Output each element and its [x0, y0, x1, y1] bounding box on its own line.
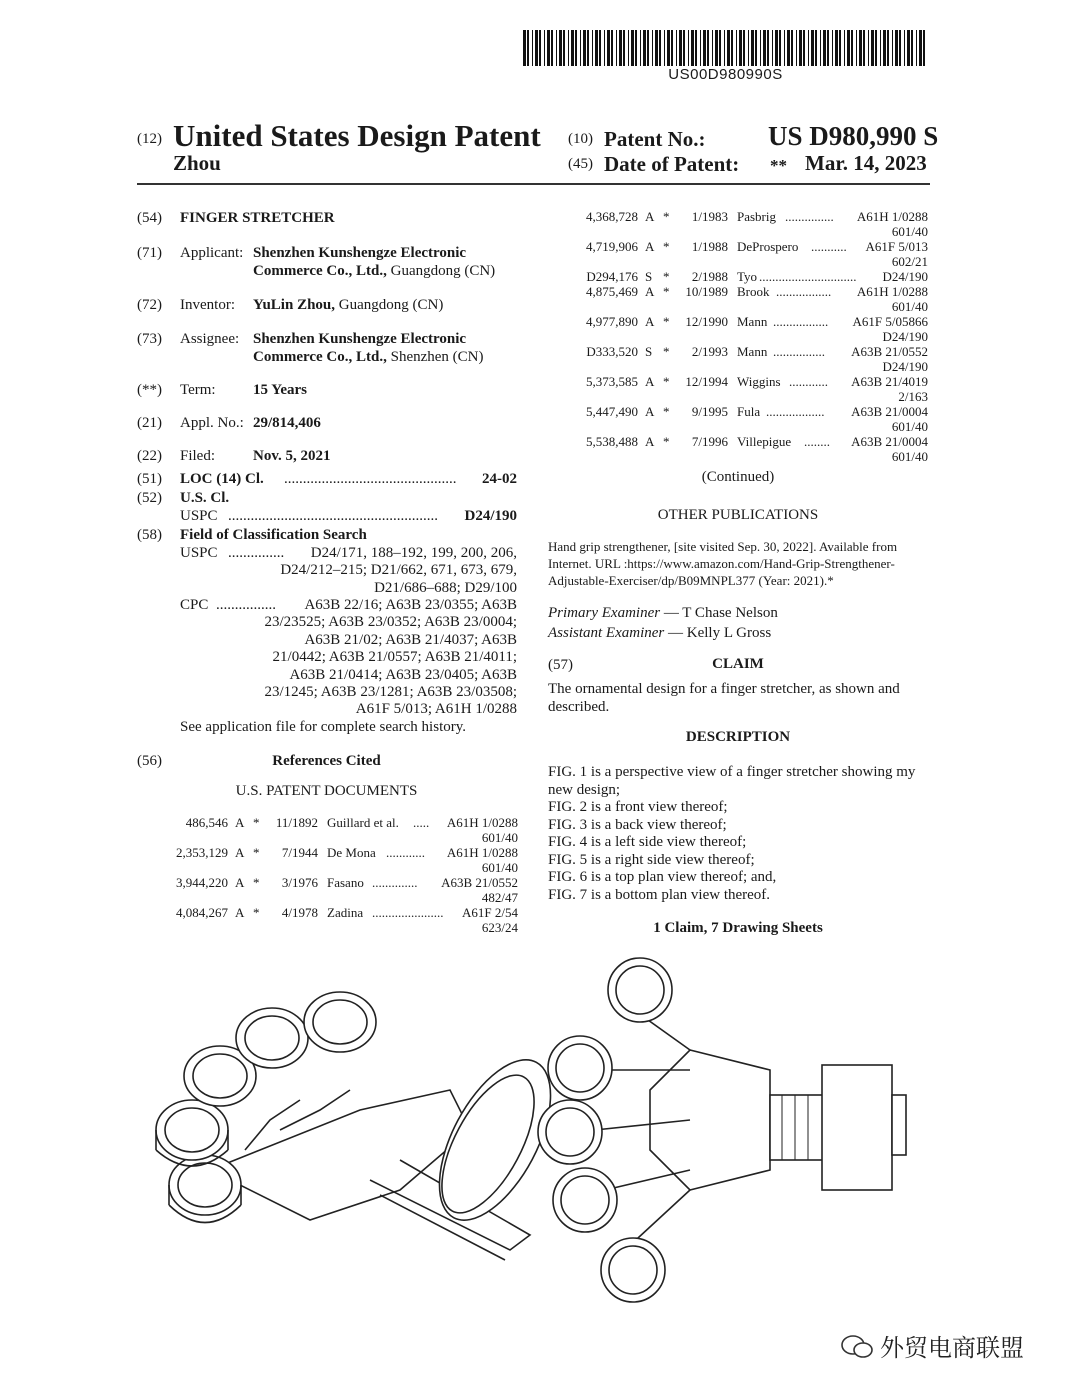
assignee-line2: Commerce Co., Ltd., Shenzhen (CN)	[253, 349, 484, 365]
barcode-bar	[904, 30, 905, 66]
header-rule	[137, 183, 930, 185]
barcode-bar	[719, 30, 721, 66]
field-cpc-line-6: 23/1245; A63B 23/1281; A63B 23/03508;	[264, 684, 517, 700]
field-cpc-line-1: A63B 22/16; A63B 23/0355; A63B	[304, 597, 517, 613]
uspc-value: D24/190	[464, 508, 517, 524]
barcode-bar	[871, 30, 874, 66]
code-54: (54)	[137, 210, 162, 226]
watermark	[840, 1328, 1024, 1363]
barcode-bar	[592, 30, 593, 66]
barcode-bar	[647, 30, 649, 66]
other-publications-text	[548, 538, 897, 589]
barcode-bar	[563, 30, 565, 66]
other-publications-title: OTHER PUBLICATIONS	[657, 507, 819, 523]
barcode-bar	[736, 30, 737, 66]
barcode-bar	[616, 30, 617, 66]
other-pub-line: Hand grip strengthener, [site visited Sep. 30, 2022]. Available from	[548, 539, 898, 554]
barcode-bar	[667, 30, 670, 66]
field-cpc-dots: ................	[216, 597, 276, 613]
barcode-bar	[863, 30, 865, 66]
barcode-bar	[703, 30, 706, 66]
appl-no-value: 29/814,406	[253, 415, 321, 431]
barcode-bar	[532, 30, 533, 66]
field-uspc-line-1: D24/171, 188–192, 199, 200, 206,	[310, 545, 517, 561]
barcode-bar	[559, 30, 562, 66]
barcode-bar	[844, 30, 845, 66]
wechat-icon	[840, 1334, 874, 1360]
barcode-bar	[799, 30, 802, 66]
claim-title: CLAIM	[712, 656, 764, 672]
barcode-bar	[535, 30, 538, 66]
barcode-bar	[760, 30, 761, 66]
desc-line: FIG. 6 is a top plan view thereof; and,	[548, 869, 777, 885]
barcode-bar	[784, 30, 785, 66]
desc-line: new design;	[548, 781, 621, 798]
description-title: DESCRIPTION	[685, 729, 791, 745]
barcode-bar	[827, 30, 829, 66]
barcode-bar	[556, 30, 557, 66]
desc-line: FIG. 3 is a back view thereof;	[548, 816, 727, 833]
barcode-bar	[691, 30, 694, 66]
inventor-label: Inventor:	[180, 297, 235, 313]
barcode-bar	[739, 30, 742, 66]
field-cpc-label: CPC	[180, 597, 209, 613]
barcode-bar	[679, 30, 682, 66]
barcode-bar	[640, 30, 641, 66]
term-label: Term:	[180, 382, 216, 398]
barcode-bar	[580, 30, 581, 66]
patent-type-title: United States Design Patent	[173, 118, 541, 153]
code-term: (**)	[137, 382, 162, 398]
barcode-bar	[623, 30, 625, 66]
watermark-text: 外贸电商联盟	[880, 1334, 1024, 1362]
barcode-bar	[539, 30, 541, 66]
code-72: (72)	[137, 297, 162, 313]
barcode-bar	[919, 30, 922, 66]
applicant-line2: Commerce Co., Ltd., Guangdong (CN)	[253, 263, 496, 279]
code-58: (58)	[137, 527, 162, 543]
field-cpc-line-4: 21/0442; A63B 21/0557; A63B 21/4011;	[272, 649, 517, 665]
barcode-bar	[763, 30, 766, 66]
date-label: Date of Patent:	[604, 152, 740, 176]
description-text	[548, 764, 915, 904]
right-references	[570, 209, 928, 464]
barcode-bar	[856, 30, 857, 66]
barcode-bar	[808, 30, 809, 66]
us-cl-label: U.S. Cl.	[180, 490, 230, 506]
claim-text	[548, 681, 900, 716]
primary-examiner: Primary Examiner — T Chase Nelson	[548, 605, 778, 621]
barcode-bar	[544, 30, 545, 66]
top-plan-view-drawing	[538, 958, 906, 1302]
barcode-bar	[671, 30, 673, 66]
barcode-bar	[883, 30, 886, 66]
barcode-bar	[895, 30, 898, 66]
code-73: (73)	[137, 331, 162, 347]
barcode-bar	[568, 30, 569, 66]
barcode-bar	[676, 30, 677, 66]
reference-row: 4,084,267 A * 4/1978 Zadina ...................... A61F 2/54 623/24	[176, 905, 518, 935]
barcode-bar	[892, 30, 893, 66]
barcode-bar	[820, 30, 821, 66]
barcode-number: US00D980990S	[668, 66, 783, 83]
barcode-bar	[683, 30, 685, 66]
barcode-bar	[803, 30, 805, 66]
barcode-bar	[604, 30, 605, 66]
barcode-bar	[839, 30, 841, 66]
barcode-bar	[755, 30, 757, 66]
barcode-bar	[712, 30, 713, 66]
barcode-bar	[787, 30, 790, 66]
field-cpc-line-7: A61F 5/013; A61H 1/0288	[355, 701, 517, 717]
desc-line: FIG. 7 is a bottom plan view thereof.	[548, 886, 771, 903]
patent-date: Mar. 14, 2023	[805, 151, 927, 175]
desc-line: FIG. 4 is a left side view thereof;	[548, 834, 747, 850]
reference-row: D294,176 S * 2/1988 Tyo .............................. D24/190	[586, 269, 928, 284]
barcode-bar	[587, 30, 589, 66]
loc-value: 24-02	[482, 471, 517, 487]
barcode-bar	[868, 30, 869, 66]
barcode-bar	[823, 30, 826, 66]
barcode-bar	[727, 30, 730, 66]
us-patent-docs-title: U.S. PATENT DOCUMENTS	[235, 783, 418, 799]
barcode-bar	[743, 30, 745, 66]
barcode-bar	[523, 30, 526, 66]
assignee-line1: Shenzhen Kunshengze Electronic	[253, 331, 467, 347]
reference-row: 5,373,585 A * 12/1994 Wiggins ............ A63B 21/4019 2/163	[586, 374, 928, 404]
barcode-bar	[911, 30, 913, 66]
inventor-value: YuLin Zhou, Guangdong (CN)	[253, 297, 444, 313]
barcode-bar	[635, 30, 637, 66]
term-value: 15 Years	[253, 382, 308, 398]
barcode-bar	[779, 30, 781, 66]
barcode-bar	[547, 30, 550, 66]
barcode-bar	[688, 30, 689, 66]
barcode-bar	[551, 30, 553, 66]
date-star: **	[770, 156, 787, 175]
reference-row: 5,538,488 A * 7/1996 Villepigue ........ A63B 21/0004 601/40	[586, 434, 928, 464]
field-search-label: Field of Classification Search	[180, 527, 367, 543]
barcode-bar	[751, 30, 754, 66]
field-cpc-line-5: A63B 21/0414; A63B 23/0405; A63B	[289, 667, 517, 683]
code-12: (12)	[137, 131, 162, 147]
barcode-bar	[748, 30, 749, 66]
barcode-bar	[899, 30, 901, 66]
assistant-examiner: Assistant Examiner — Kelly L Gross	[548, 625, 772, 641]
barcode-bar	[664, 30, 665, 66]
barcode-bar	[527, 30, 529, 66]
claim-line: The ornamental design for a finger stretcher, as shown and	[548, 681, 900, 697]
barcode	[523, 30, 928, 66]
barcode-bar	[595, 30, 598, 66]
code-71: (71)	[137, 245, 162, 261]
search-history-note: See application file for complete search history.	[180, 719, 467, 735]
perspective-view-drawing	[156, 992, 573, 1260]
filed-label: Filed:	[180, 448, 216, 464]
barcode-bar	[724, 30, 725, 66]
barcode-bar	[907, 30, 910, 66]
code-21: (21)	[137, 415, 162, 431]
barcode-bar	[643, 30, 646, 66]
barcode-bar	[772, 30, 773, 66]
reference-row: 4,368,728 A * 1/1983 Pasbrig ............... A61H 1/0288 601/40	[586, 209, 928, 239]
barcode-bar	[655, 30, 658, 66]
field-uspc-line-2: D24/212–215; D21/662, 671, 673, 679,	[280, 562, 517, 578]
barcode-bar	[652, 30, 653, 66]
barcode-bar	[619, 30, 622, 66]
barcode-bar	[695, 30, 697, 66]
barcode-bar	[700, 30, 701, 66]
other-pub-line: Adjustable-Exerciser/dp/B09MNPL377 (Year: 2021).*	[548, 573, 834, 588]
barcode-bar	[628, 30, 629, 66]
reference-row: D333,520 S * 2/1993 Mann ................ A63B 21/0552 D24/190	[586, 344, 928, 374]
invention-title: FINGER STRETCHER	[180, 210, 335, 226]
reference-row: 4,977,890 A * 12/1990 Mann ................. A61F 5/05866 D24/190	[586, 314, 928, 344]
barcode-bar	[815, 30, 817, 66]
reference-row: 4,875,469 A * 10/1989 Brook ................. A61H 1/0288 601/40	[586, 284, 928, 314]
barcode-bar	[880, 30, 881, 66]
barcode-bar	[731, 30, 733, 66]
loc-dots: ..............................................	[284, 471, 457, 487]
barcode-bar	[611, 30, 613, 66]
field-cpc-line-3: A63B 21/02; A63B 21/4037; A63B	[304, 632, 517, 648]
barcode-bar	[659, 30, 661, 66]
desc-line: FIG. 5 is a right side view thereof;	[548, 851, 755, 868]
code-56: (56)	[137, 753, 162, 769]
code-22: (22)	[137, 448, 162, 464]
barcode-bar	[571, 30, 574, 66]
claims-sheets: 1 Claim, 7 Drawing Sheets	[653, 920, 823, 936]
assignee-label: Assignee:	[180, 331, 240, 347]
reference-row: 5,447,490 A * 9/1995 Fula .................. A63B 21/0004 601/40	[586, 404, 928, 434]
barcode-bar	[791, 30, 793, 66]
barcode-bar	[767, 30, 769, 66]
left-references	[160, 815, 518, 935]
applicant-line1: Shenzhen Kunshengze Electronic	[253, 245, 467, 261]
patent-no-label: Patent No.:	[604, 127, 706, 151]
loc-label: LOC (14) Cl.	[180, 471, 264, 487]
barcode-bar	[811, 30, 814, 66]
barcode-bar	[715, 30, 718, 66]
barcode-bar	[923, 30, 925, 66]
barcode-bar	[631, 30, 634, 66]
reference-row: 2,353,129 A * 7/1944 De Mona ............ A61H 1/0288 601/40	[176, 845, 518, 875]
barcode-bar	[851, 30, 853, 66]
reference-row: 4,719,906 A * 1/1988 DeProspero ........... A61F 5/013 602/21	[586, 239, 928, 269]
filed-value: Nov. 5, 2021	[253, 448, 331, 464]
barcode-bar	[847, 30, 850, 66]
desc-line: FIG. 2 is a front view thereof;	[548, 799, 728, 815]
field-uspc-line-3: D21/686–688; D29/100	[374, 580, 517, 596]
barcode-bar	[599, 30, 601, 66]
inventor-short: Zhou	[173, 151, 221, 175]
reference-row: 3,944,220 A * 3/1976 Fasano .............. A63B 21/0552 482/47	[176, 875, 518, 905]
barcode-bar	[775, 30, 778, 66]
references-cited-title: References Cited	[272, 753, 381, 769]
continued-label: (Continued)	[701, 469, 775, 485]
code-51: (51)	[137, 471, 162, 487]
barcode-bar	[887, 30, 889, 66]
barcode-bar	[707, 30, 709, 66]
barcode-bar	[607, 30, 610, 66]
barcode-bar	[875, 30, 877, 66]
code-10: (10)	[568, 131, 593, 147]
other-pub-line: Internet. URL :https://www.amazon.com/Hand-Grip-Strengthener-	[548, 556, 895, 571]
barcode-bar	[583, 30, 586, 66]
field-cpc-line-2: 23/23525; A63B 23/0352; A63B 23/0004;	[264, 614, 517, 630]
barcode-bar	[796, 30, 797, 66]
code-45: (45)	[568, 156, 593, 172]
reference-row: 486,546 A * 11/1892 Guillard et al. ..... A61H 1/0288 601/40	[185, 815, 518, 845]
applicant-label: Applicant:	[180, 245, 244, 261]
uspc-sub-label: USPC	[180, 508, 218, 524]
desc-line: FIG. 1 is a perspective view of a finger stretcher showing my	[548, 764, 916, 780]
barcode-bar	[832, 30, 833, 66]
patent-number: US D980,990 S	[768, 121, 939, 151]
field-uspc-dots: ...............	[228, 545, 285, 561]
barcode-bar	[859, 30, 862, 66]
uspc-dots: ........................................................	[228, 508, 438, 524]
code-52: (52)	[137, 490, 162, 506]
code-57: (57)	[548, 657, 573, 673]
design-drawings	[150, 950, 940, 1310]
claim-line: described.	[548, 698, 610, 715]
barcode-bar	[835, 30, 838, 66]
barcode-bar	[916, 30, 917, 66]
barcode-bar	[575, 30, 577, 66]
field-uspc-label: USPC	[180, 545, 218, 561]
appl-no-label: Appl. No.:	[180, 415, 244, 431]
